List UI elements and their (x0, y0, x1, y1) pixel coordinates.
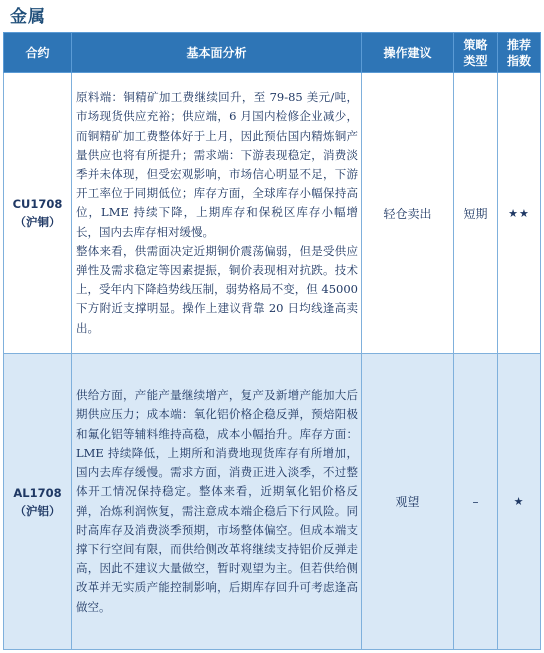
advice-cell: 轻仓卖出 (362, 73, 454, 354)
strategy-table (3, 32, 541, 650)
header-analysis: 基本面分析 (72, 33, 362, 73)
rating-stars: ★ (498, 354, 541, 650)
analysis-paragraph: 整体来看，供需面决定近期铜价震荡偏弱，但是受供应弹性及需求稳定等因素提振，铜价表现相对抗跌。技术上，受年内下降趋势线压制，弱势格局不变，但 45000 下方附近支撑明显。操作上建议背靠 20 日均线逢高卖出。 (76, 243, 358, 335)
header-strategy (454, 33, 498, 73)
analysis-paragraph: 原料端：铜精矿加工费继续回升，至 79-85 美元/吨，市场现货供应充裕；供应端，6 月国内检修企业减少，而铜精矿加工费整体好于上月，因此预估国内精炼铜产量供应也将有所提升；需求端：下游表现稳定，消费淡季并未体现，但受宏观影响，市场信心明显不足，下游开工率位于同期低位；库存方面，全球库存小幅保持高位，LME 持续下降，上期库存和保税区库存小幅增长，国内去库存相对缓慢。 (76, 90, 358, 239)
header-rating (498, 33, 541, 73)
contract-cell (4, 354, 72, 650)
advice-cell: 观望 (362, 354, 454, 650)
header-advice: 操作建议 (362, 33, 454, 73)
analysis-cell (72, 354, 362, 650)
contract-code: CU1708 (12, 197, 63, 211)
header-strategy-line1: 策略 (463, 37, 488, 52)
header-strategy-line2: 类型 (463, 53, 488, 68)
strategy-table-wrapper (3, 32, 540, 650)
table-row (4, 354, 541, 650)
section-title: 金属 (10, 7, 46, 27)
header-rating-line1: 推荐 (506, 37, 531, 52)
contract-code: AL1708 (13, 485, 62, 500)
contract-name: （沪铝） (14, 503, 61, 518)
analysis-paragraph: 供给方面，产能产量继续增产，复产及新增产能加大后期供应压力；成本端：氧化铝价格企稳反弹，预焙阳极和氟化铝等辅料维持高稳，成本小幅抬升。库存方面：LME 持续降低，上期所和消费地现货库存有所增加，国内去库存缓慢。需求方面，消费正进入淡季，不过整体开工情况保持稳定。整体来看，近期氧化铝价格反弹，冶炼利润恢复，需注意成本端企稳后下行风险。同时高库存及消费淡季预期，市场整体偏空。但成本端支撑下行空间有限，而供给侧改革将继续支持铝价反弹走高，因此不建议大量做空，暂时观望为主。但若供给侧改革并无实质产能控制影响，后期库存回升可考虑逢高做空。 (76, 388, 358, 614)
table-row (4, 73, 541, 354)
header-rating-line2: 指数 (506, 53, 531, 68)
contract-cell (4, 73, 72, 354)
strategy-cell: – (454, 354, 498, 650)
header-contract: 合约 (4, 33, 72, 73)
contract-name: （沪铜） (14, 215, 61, 229)
analysis-cell (72, 73, 362, 354)
rating-stars: ★★ (498, 73, 541, 354)
table-header-row (4, 33, 541, 73)
strategy-cell: 短期 (454, 73, 498, 354)
